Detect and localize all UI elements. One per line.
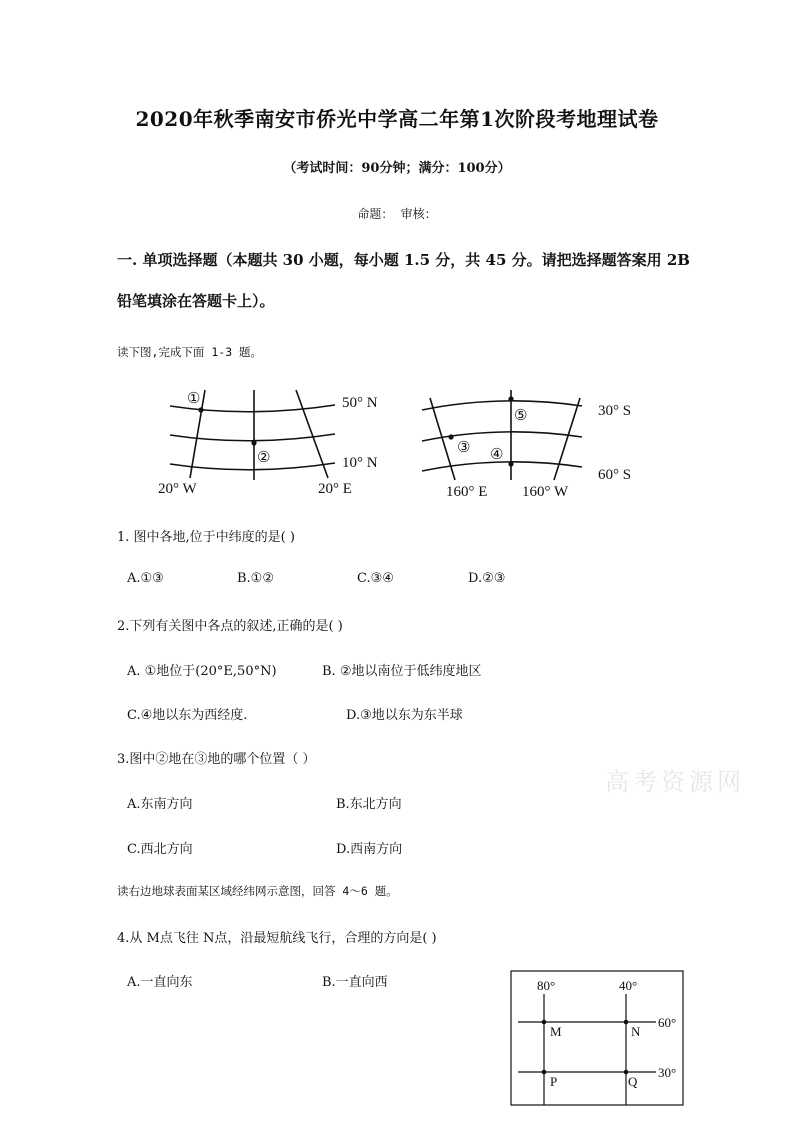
label-p: P bbox=[550, 1074, 558, 1089]
point-4-label: ④ bbox=[490, 447, 504, 463]
question-3-option-a: A.东南方向 bbox=[127, 797, 193, 812]
section-heading-line1: 一. 单项选择题（本题共 30 小题，每小题 1.5 分，共 45 分。请把选择题答案用 2B bbox=[117, 251, 690, 269]
left-lat-line-middle bbox=[170, 434, 335, 441]
lon-label-160e: 160° E bbox=[446, 484, 488, 500]
question-1-option-b: B.①② bbox=[237, 571, 274, 586]
question-1-option-d: D.②③ bbox=[468, 571, 506, 586]
question-1-option-a: A.①③ bbox=[127, 571, 164, 586]
right-lat-line-top bbox=[422, 401, 582, 410]
question-4-option-b: B.一直向西 bbox=[322, 975, 388, 990]
mnpq-grid-svg bbox=[510, 970, 688, 1108]
exam-title: 2020年秋季南安市侨光中学高二年第1次阶段考地理试卷 bbox=[135, 107, 659, 131]
lat-label-30s: 30° S bbox=[598, 403, 632, 419]
question-2-option-a: A. ①地位于(20°E,50°N) bbox=[127, 664, 277, 679]
point-1-dot bbox=[198, 407, 203, 412]
point-5-dot bbox=[508, 396, 513, 401]
point-3-dot bbox=[448, 434, 453, 439]
question-4-stem: 4.从 M点飞往 N点，沿最短航线飞行，合理的方向是( ) bbox=[117, 931, 437, 946]
right-lat-line-middle bbox=[422, 432, 582, 441]
left-meridian-east bbox=[296, 390, 328, 478]
lat-label-50n: 50° N bbox=[342, 395, 378, 411]
lon-label-20w: 20° W bbox=[158, 481, 197, 497]
question-2-option-d: D.③地以东为东半球 bbox=[346, 708, 463, 723]
section-heading-line2: 铅笔填涂在答题卡上）。 bbox=[117, 292, 275, 310]
graticule-figure bbox=[150, 380, 660, 506]
lon-label-160w: 160° W bbox=[522, 484, 569, 500]
label-lon-40: 40° bbox=[619, 978, 638, 993]
point-p-dot bbox=[542, 1070, 547, 1075]
mnpq-grid-figure bbox=[510, 970, 688, 1112]
question-2-stem: 2.下列有关图中各点的叙述,正确的是( ) bbox=[117, 619, 343, 634]
label-lat-30: 30° bbox=[658, 1065, 677, 1080]
exam-subtitle: （考试时间：90分钟；满分：100分） bbox=[283, 161, 511, 176]
point-2-label: ② bbox=[257, 450, 271, 466]
label-n: N bbox=[631, 1024, 641, 1039]
question-3-stem: 3.图中②地在③地的哪个位置（ ） bbox=[117, 752, 316, 767]
question-3-option-c: C.西北方向 bbox=[127, 842, 193, 857]
point-5-label: ⑤ bbox=[514, 408, 528, 424]
question-1-stem: 1. 图中各地,位于中纬度的是( ) bbox=[117, 530, 295, 545]
label-q: Q bbox=[628, 1074, 638, 1089]
right-meridian-east bbox=[554, 398, 580, 480]
watermark-text: 高考资源网 bbox=[605, 768, 745, 796]
lat-label-60s: 60° S bbox=[598, 467, 632, 483]
question-2-option-b: B. ②地以南位于低纬度地区 bbox=[322, 664, 482, 679]
point-2-dot bbox=[251, 440, 256, 445]
question-2-option-c: C.④地以东为西经度. bbox=[127, 708, 248, 723]
intro-q4-6: 读右边地球表面某区域经纬网示意图，回答 4～6 题。 bbox=[117, 884, 398, 898]
lon-label-20e: 20° E bbox=[318, 481, 352, 497]
lat-label-10n: 10° N bbox=[342, 455, 378, 471]
question-1-option-c: C.③④ bbox=[357, 571, 394, 586]
label-lon-80: 80° bbox=[537, 978, 556, 993]
author-line: 命题： 审核： bbox=[357, 207, 437, 221]
label-lat-60: 60° bbox=[658, 1015, 677, 1030]
question-4-option-a: A.一直向东 bbox=[127, 975, 193, 990]
question-3-option-b: B.东北方向 bbox=[336, 797, 402, 812]
intro-q1-3: 读下图,完成下面 1-3 题。 bbox=[117, 345, 263, 359]
point-3-label: ③ bbox=[457, 440, 471, 456]
graticule-svg bbox=[150, 380, 660, 502]
point-4-dot bbox=[508, 461, 513, 466]
left-lat-line-bottom bbox=[170, 463, 335, 470]
label-m: M bbox=[550, 1024, 562, 1039]
point-n-dot bbox=[624, 1020, 629, 1025]
point-m-dot bbox=[542, 1020, 547, 1025]
question-3-option-d: D.西南方向 bbox=[336, 842, 403, 857]
point-1-label: ① bbox=[187, 391, 201, 407]
